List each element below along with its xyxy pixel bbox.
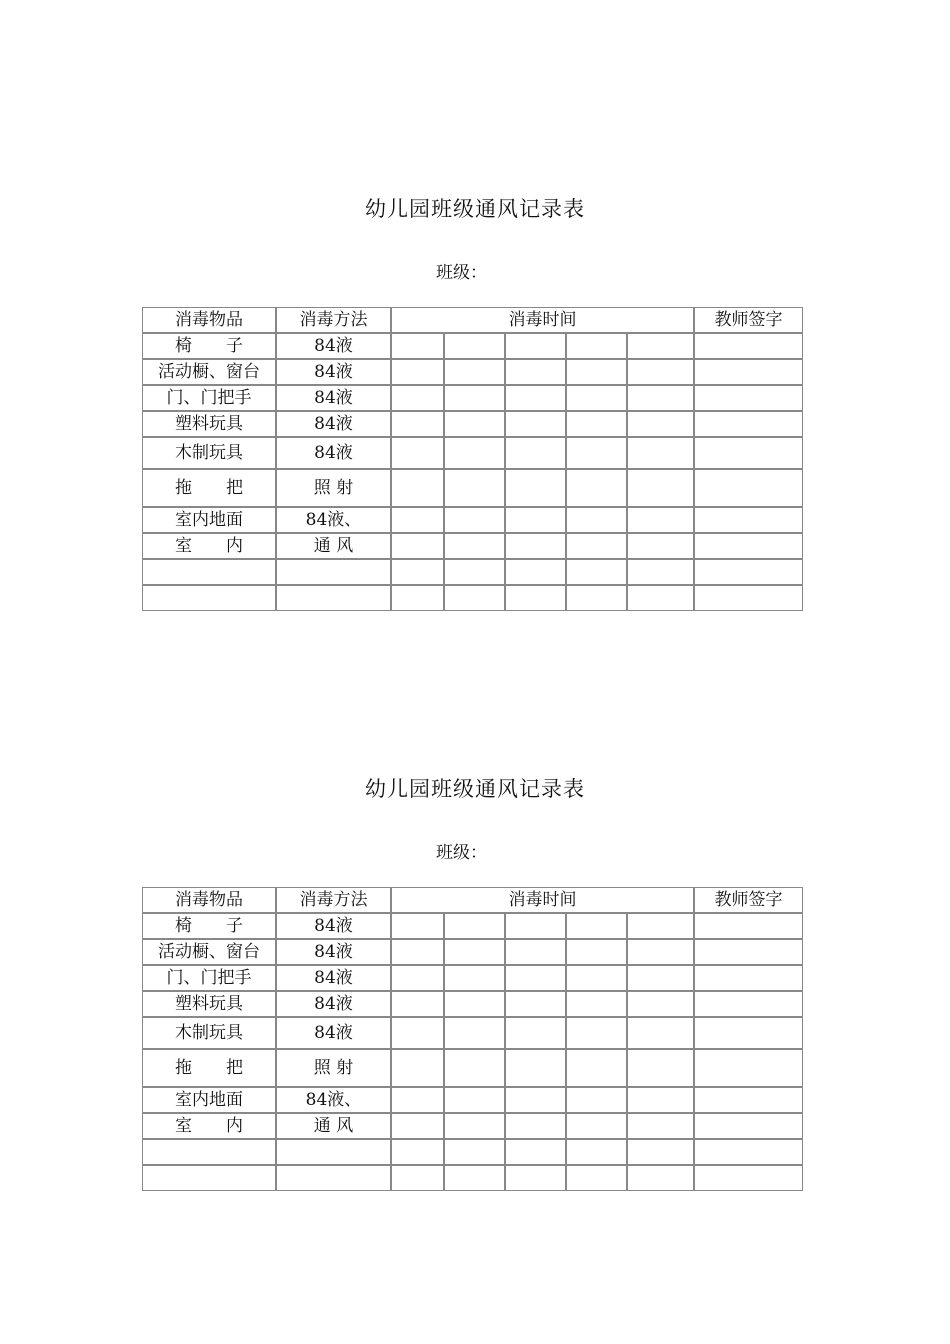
cell-method: 84液 [276,411,391,437]
cell-time-slot[interactable] [444,1139,505,1165]
cell-item: 室 内 [142,533,276,559]
cell-method: 84液 [276,913,391,939]
cell-item: 活动橱、窗台 [142,939,276,965]
cell-signature[interactable] [694,1139,803,1165]
cell-time-slot[interactable] [444,939,505,965]
cell-time-slot[interactable] [566,1049,627,1087]
cell-item: 室 内 [142,1113,276,1139]
cell-signature[interactable] [694,991,803,1017]
cell-time-slot[interactable] [505,411,566,437]
cell-time-slot[interactable] [505,1165,566,1191]
cell-time-slot[interactable] [566,359,627,385]
cell-item: 室内地面 [142,507,276,533]
cell-time-slot[interactable] [391,1113,444,1139]
cell-method: 通 风 [276,1113,391,1139]
table-row [142,385,803,411]
table-row [142,507,803,533]
cell-signature[interactable] [694,385,803,411]
cell-signature[interactable] [694,939,803,965]
cell-time-slot[interactable] [391,437,444,469]
cell-item: 活动橱、窗台 [142,359,276,385]
cell-time-slot[interactable] [444,469,505,507]
cell-time-slot[interactable] [566,469,627,507]
cell-time-slot[interactable] [566,437,627,469]
cell-time-slot[interactable] [391,533,444,559]
table-row [142,437,803,469]
table-row [142,411,803,437]
cell-time-slot[interactable] [391,939,444,965]
header-item: 消毒物品 [142,307,276,333]
cell-time-slot[interactable] [391,469,444,507]
cell-time-slot[interactable] [627,533,694,559]
cell-time-slot[interactable] [444,1017,505,1049]
header-signature: 教师签字 [694,307,803,333]
cell-time-slot[interactable] [505,385,566,411]
cell-time-slot[interactable] [444,507,505,533]
cell-time-slot[interactable] [566,1017,627,1049]
cell-method: 84液 [276,333,391,359]
cell-time-slot[interactable] [566,411,627,437]
cell-time-slot[interactable] [391,1017,444,1049]
cell-time-slot[interactable] [566,965,627,991]
cell-method: 84液 [276,1017,391,1049]
cell-time-slot[interactable] [444,411,505,437]
table-row [142,991,803,1017]
cell-time-slot[interactable] [566,333,627,359]
cell-time-slot[interactable] [391,1139,444,1165]
cell-method: 84液 [276,939,391,965]
table-header-row [142,887,803,913]
cell-time-slot[interactable] [391,411,444,437]
cell-time-slot[interactable] [566,913,627,939]
cell-method: 84液 [276,359,391,385]
cell-time-slot[interactable] [505,437,566,469]
table-row [142,939,803,965]
table-row [142,1087,803,1113]
cell-time-slot[interactable] [444,1087,505,1113]
cell-time-slot[interactable] [627,385,694,411]
cell-signature[interactable] [694,1049,803,1087]
cell-signature[interactable] [694,1087,803,1113]
cell-item: 木制玩具 [142,437,276,469]
cell-time-slot[interactable] [627,991,694,1017]
cell-time-slot[interactable] [391,359,444,385]
cell-item: 椅 子 [142,913,276,939]
cell-time-slot[interactable] [444,1113,505,1139]
table-row [142,333,803,359]
cell-time-slot[interactable] [391,1087,444,1113]
cell-method: 通 风 [276,533,391,559]
cell-method: 照 射 [276,1049,391,1087]
cell-item: 椅 子 [142,333,276,359]
cell-time-slot[interactable] [627,1113,694,1139]
form-title: 幼儿园班级通风记录表 [365,197,585,221]
cell-time-slot[interactable] [566,991,627,1017]
ventilation-log-form-2 [0,580,950,1136]
cell-signature[interactable] [694,507,803,533]
cell-time-slot[interactable] [391,991,444,1017]
cell-method: 照 射 [276,469,391,507]
class-label: 班级： [436,263,487,283]
cell-time-slot[interactable] [627,1017,694,1049]
cell-signature[interactable] [694,359,803,385]
cell-time-slot[interactable] [505,533,566,559]
cell-time-slot[interactable] [627,1139,694,1165]
cell-time-slot[interactable] [627,333,694,359]
table-row [142,1017,803,1049]
cell-time-slot[interactable] [627,359,694,385]
cell-item [142,1139,276,1165]
cell-time-slot[interactable] [444,1049,505,1087]
cell-signature[interactable] [694,1113,803,1139]
cell-item: 塑料玩具 [142,991,276,1017]
disinfection-table [142,887,803,1191]
cell-signature[interactable] [694,469,803,507]
table-row [142,965,803,991]
cell-time-slot[interactable] [627,469,694,507]
cell-time-slot[interactable] [566,1139,627,1165]
cell-time-slot[interactable] [444,533,505,559]
class-label: 班级： [436,843,487,863]
cell-time-slot[interactable] [566,939,627,965]
cell-time-slot[interactable] [391,965,444,991]
cell-signature[interactable] [694,333,803,359]
cell-time-slot[interactable] [505,1113,566,1139]
cell-signature[interactable] [694,965,803,991]
cell-item: 塑料玩具 [142,411,276,437]
cell-item [142,1165,276,1191]
cell-time-slot[interactable] [505,333,566,359]
cell-time-slot[interactable] [505,965,566,991]
cell-time-slot[interactable] [391,333,444,359]
cell-time-slot[interactable] [627,965,694,991]
table-row [142,1049,803,1087]
cell-time-slot[interactable] [627,437,694,469]
cell-time-slot[interactable] [627,913,694,939]
cell-method: 84液、 [276,507,391,533]
cell-time-slot[interactable] [627,1087,694,1113]
cell-method: 84液 [276,965,391,991]
cell-time-slot[interactable] [444,385,505,411]
cell-signature[interactable] [694,411,803,437]
cell-item: 拖 把 [142,469,276,507]
form-title: 幼儿园班级通风记录表 [365,777,585,801]
cell-time-slot[interactable] [627,1165,694,1191]
cell-time-slot[interactable] [505,469,566,507]
cell-time-slot[interactable] [566,1165,627,1191]
cell-time-slot[interactable] [505,913,566,939]
ventilation-log-form-1 [0,0,950,556]
cell-time-slot[interactable] [444,359,505,385]
cell-signature[interactable] [694,437,803,469]
cell-time-slot[interactable] [444,913,505,939]
cell-method: 84液 [276,991,391,1017]
cell-time-slot[interactable] [566,1113,627,1139]
table-row [142,913,803,939]
cell-time-slot[interactable] [566,533,627,559]
cell-time-slot[interactable] [505,1017,566,1049]
cell-method [276,1165,391,1191]
cell-item: 门、门把手 [142,385,276,411]
cell-time-slot[interactable] [505,1087,566,1113]
cell-time-slot[interactable] [627,411,694,437]
cell-time-slot[interactable] [566,1087,627,1113]
cell-time-slot[interactable] [391,507,444,533]
cell-time-slot[interactable] [444,333,505,359]
cell-time-slot[interactable] [391,385,444,411]
header-method: 消毒方法 [276,887,391,913]
cell-time-slot[interactable] [391,1049,444,1087]
table-row [142,533,803,559]
disinfection-table [142,307,803,611]
cell-time-slot[interactable] [505,939,566,965]
cell-signature[interactable] [694,1165,803,1191]
cell-item: 门、门把手 [142,965,276,991]
header-signature: 教师签字 [694,887,803,913]
cell-method: 84液 [276,385,391,411]
header-method: 消毒方法 [276,307,391,333]
cell-item: 室内地面 [142,1087,276,1113]
cell-signature[interactable] [694,1017,803,1049]
table-row [142,1113,803,1139]
cell-time-slot[interactable] [444,437,505,469]
cell-time-slot[interactable] [505,507,566,533]
cell-time-slot[interactable] [391,913,444,939]
cell-time-slot[interactable] [505,1049,566,1087]
table-row [142,469,803,507]
header-time: 消毒时间 [391,887,694,913]
cell-time-slot[interactable] [505,359,566,385]
cell-signature[interactable] [694,913,803,939]
cell-time-slot[interactable] [444,965,505,991]
cell-method: 84液 [276,437,391,469]
cell-time-slot[interactable] [444,991,505,1017]
cell-time-slot[interactable] [566,385,627,411]
header-item: 消毒物品 [142,887,276,913]
table-row [142,1165,803,1191]
cell-time-slot[interactable] [505,991,566,1017]
table-row [142,359,803,385]
table-header-row [142,307,803,333]
cell-item: 拖 把 [142,1049,276,1087]
cell-time-slot[interactable] [505,1139,566,1165]
cell-time-slot[interactable] [627,1049,694,1087]
cell-time-slot[interactable] [627,507,694,533]
cell-time-slot[interactable] [566,507,627,533]
cell-method: 84液、 [276,1087,391,1113]
cell-time-slot[interactable] [627,939,694,965]
cell-item: 木制玩具 [142,1017,276,1049]
cell-time-slot[interactable] [444,1165,505,1191]
cell-signature[interactable] [694,533,803,559]
header-time: 消毒时间 [391,307,694,333]
cell-time-slot[interactable] [391,1165,444,1191]
cell-method [276,1139,391,1165]
table-row [142,1139,803,1165]
